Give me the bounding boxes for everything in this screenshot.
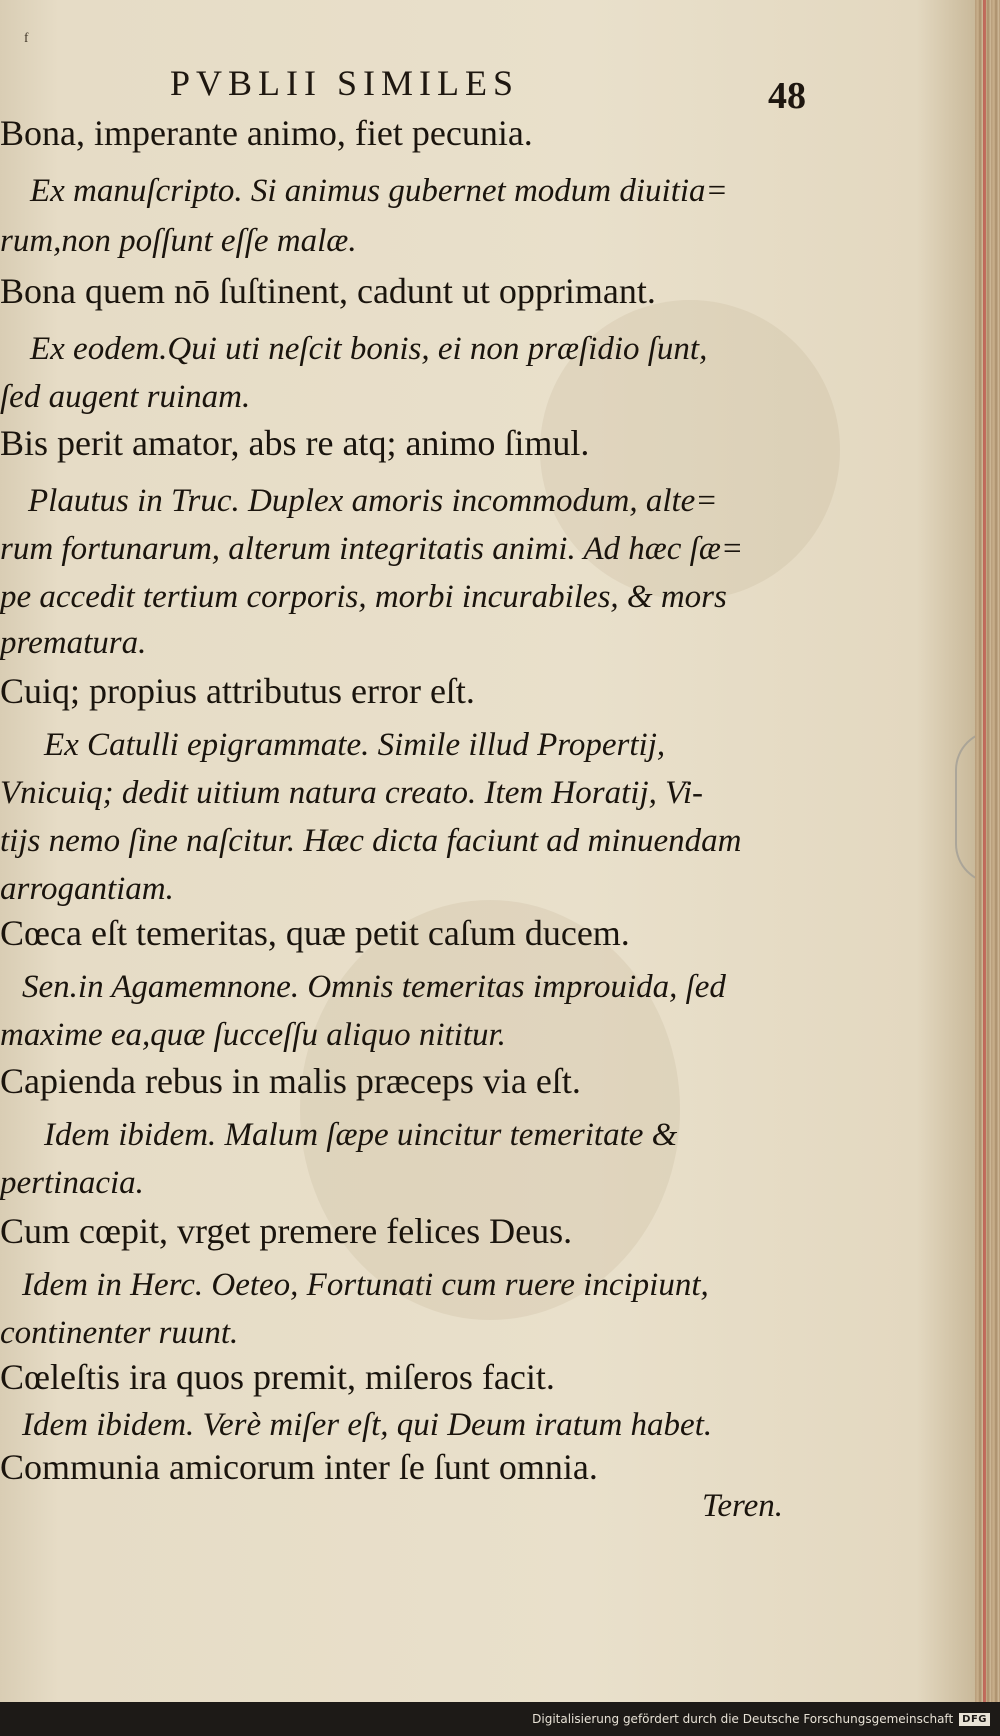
commentary-line: continenter ruunt. — [0, 1315, 239, 1351]
sentence-line: Bona quem nō ſuſtinent, cadunt ut opprimant. — [0, 271, 656, 311]
sentence-line: Cœca eſt temeritas, quæ petit caſum ducem. — [0, 913, 630, 953]
sentence-line: Cuiq; propius attributus error eſt. — [0, 671, 475, 711]
edge-stripe — [983, 0, 986, 1702]
sentence-line: Bis perit amator, abs re atq; animo ſimul. — [0, 423, 590, 463]
commentary-line: Sen.in Agamemnone. Omnis temeritas improuida, ſed — [22, 969, 726, 1005]
commentary-line: Idem in Herc. Oeteo, Fortunati cum ruere incipiunt, — [22, 1267, 709, 1303]
signature-mark: ᶠ — [24, 28, 29, 53]
sentence-line: Communia amicorum inter ſe ſunt omnia. — [0, 1447, 598, 1487]
digitization-footer — [0, 1702, 1000, 1736]
commentary-line: Ex eodem.Qui uti neſcit bonis, ei non præſidio ſunt, — [30, 331, 708, 367]
commentary-line: arrogantiam. — [0, 871, 174, 907]
sentence-line: Cœleſtis ira quos premit, miſeros facit. — [0, 1357, 555, 1397]
commentary-line: pe accedit tertium corporis, morbi incurabiles, & mors — [0, 579, 727, 615]
commentary-line: rum fortunarum, alterum integritatis animi. Ad hæc ſæ= — [0, 531, 744, 567]
page-number: 48 — [768, 75, 806, 117]
commentary-line: Plautus in Truc. Duplex amoris incommodum, alte= — [28, 483, 718, 519]
commentary-line: Idem ibidem. Verè miſer eſt, qui Deum iratum habet. — [22, 1407, 713, 1443]
sentence-line: Bona, imperante animo, fiet pecunia. — [0, 113, 533, 153]
commentary-line: Ex Catulli epigrammate. Simile illud Propertij, — [44, 727, 666, 763]
dfg-logo: DFG — [959, 1713, 990, 1726]
commentary-line: Ex manuſcripto. Si animus gubernet modum diuitia= — [30, 173, 728, 209]
commentary-line: prematura. — [0, 625, 147, 661]
footer-credit: Digitalisierung gefördert durch die Deutsche Forschungsgemeinschaft — [532, 1712, 954, 1726]
catchword: Teren. — [702, 1488, 783, 1524]
commentary-line: maxime ea,quæ ſucceſſu aliquo nititur. — [0, 1017, 506, 1053]
commentary-line: ſed augent ruinam. — [0, 379, 251, 415]
sentence-line: Capienda rebus in malis præceps via eſt. — [0, 1061, 581, 1101]
paper-stain — [300, 900, 680, 1320]
sentence-line: Cum cœpit, vrget premere felices Deus. — [0, 1211, 573, 1251]
commentary-line: pertinacia. — [0, 1165, 144, 1201]
commentary-line: Vnicuiq; dedit uitium natura creato. Item Horatij, Vi- — [0, 775, 703, 811]
running-head: PVBLII SIMILES — [170, 63, 520, 103]
commentary-line: tijs nemo ſine naſcitur. Hæc dicta faciunt ad minuendam — [0, 823, 742, 859]
commentary-line: Idem ibidem. Malum ſæpe uincitur temeritate & — [44, 1117, 678, 1153]
commentary-line: rum,non poſſunt eſſe malæ. — [0, 223, 357, 259]
book-fore-edge — [975, 0, 1000, 1702]
